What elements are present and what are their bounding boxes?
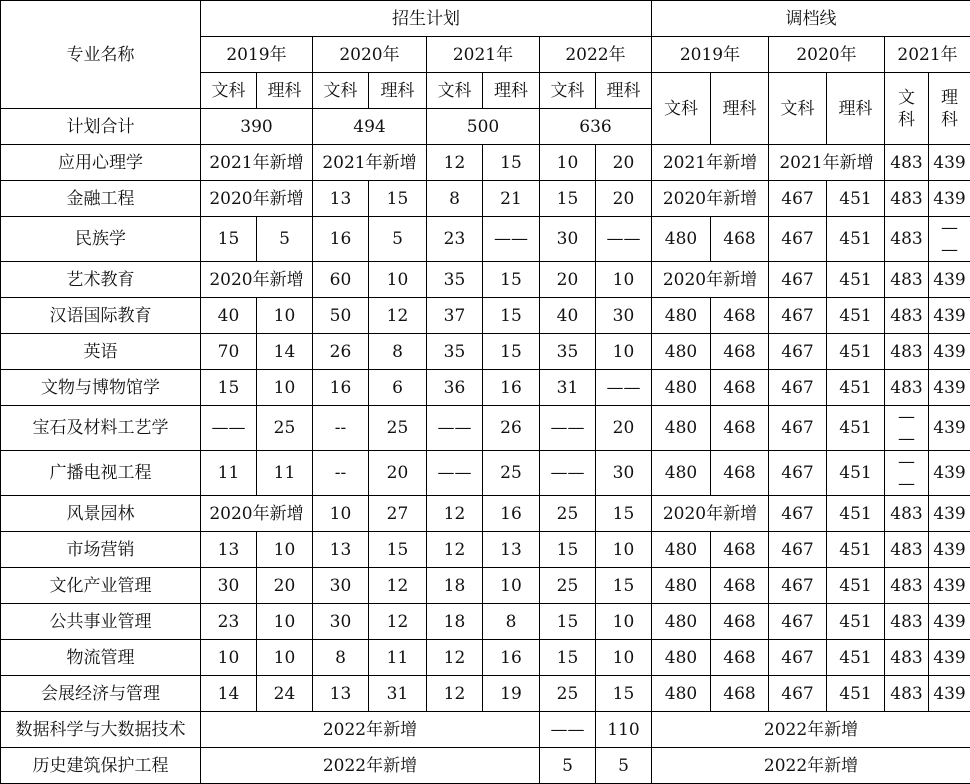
cutoff-cell: 480 — [652, 532, 711, 568]
plan-cell: 23 — [201, 604, 257, 640]
cutoff-cell: 467 — [769, 262, 827, 298]
plan-cell: 15 — [596, 676, 652, 712]
plan-cell: 12 — [427, 496, 483, 532]
plan-cell-merged: 2021年新增 — [201, 145, 313, 181]
plan-cell: 10 — [596, 640, 652, 676]
cutoff-cell: 439 — [929, 370, 970, 406]
plan-cell: 25 — [540, 676, 596, 712]
arts-header: 文科 — [540, 73, 596, 109]
total-label: 计划合计 — [1, 109, 201, 145]
plan-cell: 12 — [427, 640, 483, 676]
cutoff-cell: 468 — [711, 406, 769, 451]
cutoff-cell: 439 — [929, 451, 970, 496]
plan-cell: 37 — [427, 298, 483, 334]
plan-cell-merged: 2020年新增 — [201, 496, 313, 532]
plan-cell: 11 — [369, 640, 427, 676]
plan-cell: 16 — [483, 370, 540, 406]
cutoff-cell: 468 — [711, 298, 769, 334]
cutoff-cell: 451 — [827, 370, 885, 406]
major-name-header: 专业名称 — [1, 1, 201, 109]
plan-cell: —— — [596, 370, 652, 406]
cutoff-cell: 467 — [769, 640, 827, 676]
major-name-cell: 文物与博物馆学 — [1, 370, 201, 406]
plan-cell: 13 — [483, 532, 540, 568]
plan-cell: 10 — [257, 298, 313, 334]
cutoff-cell: 483 — [885, 568, 929, 604]
plan-cell: 25 — [483, 451, 540, 496]
cutoff-cell: 467 — [769, 496, 827, 532]
major-name-cell: 会展经济与管理 — [1, 676, 201, 712]
cutoff-year-header: 2020年 — [769, 37, 885, 73]
cutoff-cell: 467 — [769, 217, 827, 262]
science-header: 理科 — [827, 73, 885, 145]
arts-header: 文科 — [427, 73, 483, 109]
plan-cell: 26 — [313, 334, 369, 370]
plan-cell: 30 — [201, 568, 257, 604]
cutoff-cell: 480 — [652, 640, 711, 676]
plan-cell: 14 — [201, 676, 257, 712]
plan-cell: 10 — [483, 568, 540, 604]
plan-cell: 30 — [313, 568, 369, 604]
plan-cell: 13 — [313, 181, 369, 217]
plan-cell: 15 — [369, 532, 427, 568]
plan-cell: —— — [540, 451, 596, 496]
plan-cell: —— — [427, 451, 483, 496]
plan-cell: 15 — [201, 370, 257, 406]
plan-cell: 15 — [483, 298, 540, 334]
arts-header-vertical — [885, 73, 929, 145]
plan-cell: 10 — [257, 370, 313, 406]
cutoff-cell: 451 — [827, 568, 885, 604]
plan-cell: 30 — [596, 451, 652, 496]
plan-cell: 12 — [427, 676, 483, 712]
cutoff-cell: 451 — [827, 676, 885, 712]
cutoff-cell-merged: 2021年新增 — [652, 145, 769, 181]
table-row — [1, 451, 970, 496]
science-header-text: 理 科 — [941, 88, 958, 130]
plan-cell: 8 — [483, 604, 540, 640]
plan-cell: 13 — [313, 532, 369, 568]
table-row-new-major — [1, 712, 970, 748]
cutoff-cell: 467 — [769, 451, 827, 496]
table-row — [1, 496, 970, 532]
plan-year-header: 2019年 — [201, 37, 313, 73]
cutoff-cell: 468 — [711, 532, 769, 568]
major-name-cell: 金融工程 — [1, 181, 201, 217]
cutoff-cell: 483 — [885, 145, 929, 181]
plan-cell: 50 — [313, 298, 369, 334]
cutoff-cell: — — — [885, 406, 929, 451]
major-name-cell: 艺术教育 — [1, 262, 201, 298]
cutoff-cell: 451 — [827, 451, 885, 496]
cutoff-cell: 468 — [711, 334, 769, 370]
plan-cell: 21 — [483, 181, 540, 217]
cutoff-cell: 483 — [885, 640, 929, 676]
plan-cell: 12 — [427, 532, 483, 568]
cutoff-cell: 483 — [885, 298, 929, 334]
plan-cell: 31 — [540, 370, 596, 406]
cutoff-cell: 439 — [929, 640, 970, 676]
cutoff-cell: 483 — [885, 532, 929, 568]
cutoff-cell: 451 — [827, 604, 885, 640]
table-row — [1, 568, 970, 604]
cutoff-cell-merged: 2021年新增 — [769, 145, 885, 181]
table-row — [1, 298, 970, 334]
cutoff-cell: 483 — [885, 676, 929, 712]
cutoff-cell: 480 — [652, 370, 711, 406]
plan-cell: 30 — [313, 604, 369, 640]
plan-cell: 10 — [596, 532, 652, 568]
arts-header-text: 文 科 — [898, 88, 915, 130]
plan-cell: 70 — [201, 334, 257, 370]
table-row — [1, 640, 970, 676]
cutoff-cell-merged: 2020年新增 — [652, 181, 769, 217]
cutoff-year-header: 2019年 — [652, 37, 769, 73]
plan-cell: 31 — [369, 676, 427, 712]
plan-cell: 19 — [483, 676, 540, 712]
total-value: 390 — [201, 109, 313, 145]
cutoff-cell: 468 — [711, 451, 769, 496]
major-name-cell: 汉语国际教育 — [1, 298, 201, 334]
cutoff-year-header: 2021年 — [885, 37, 970, 73]
cutoff-cell: 483 — [885, 370, 929, 406]
cutoff-cell: 467 — [769, 181, 827, 217]
science-header: 理科 — [483, 73, 540, 109]
plan-cell: 20 — [257, 568, 313, 604]
plan-cell: 10 — [369, 262, 427, 298]
plan-cell: 12 — [369, 298, 427, 334]
plan-cell-merged: 2020年新增 — [201, 181, 313, 217]
plan-cell: 12 — [427, 145, 483, 181]
cutoff-cell: 480 — [652, 334, 711, 370]
major-name-cell: 公共事业管理 — [1, 604, 201, 640]
plan-cell: 40 — [540, 298, 596, 334]
cutoff-cell: 451 — [827, 496, 885, 532]
cutoff-cell: 439 — [929, 262, 970, 298]
cutoff-cell: 480 — [652, 406, 711, 451]
plan-cell: 15 — [369, 181, 427, 217]
cutoff-cell: 439 — [929, 406, 970, 451]
cutoff-cell: 467 — [769, 568, 827, 604]
plan-year-header: 2021年 — [427, 37, 540, 73]
table-row — [1, 406, 970, 451]
plan-cell: 26 — [483, 406, 540, 451]
cutoff-note-cell: 2022年新增 — [652, 748, 970, 784]
plan-cell: 15 — [540, 181, 596, 217]
plan-cell: 10 — [540, 145, 596, 181]
cutoff-cell: 483 — [885, 496, 929, 532]
cutoff-cell: 480 — [652, 676, 711, 712]
plan-cell: 16 — [483, 640, 540, 676]
cutoff-cell: 451 — [827, 217, 885, 262]
cutoff-cell: 451 — [827, 640, 885, 676]
plan-cell: 36 — [427, 370, 483, 406]
science-header: 理科 — [596, 73, 652, 109]
plan-cell: —— — [540, 406, 596, 451]
plan-cell: 10 — [257, 604, 313, 640]
cutoff-note-cell: 2022年新增 — [652, 712, 970, 748]
cutoff-cell: 451 — [827, 298, 885, 334]
cutoff-cell: 468 — [711, 640, 769, 676]
plan-cell: 40 — [201, 298, 257, 334]
header-row-1 — [1, 1, 970, 37]
plan-cell: 6 — [369, 370, 427, 406]
plan-cell: 10 — [313, 496, 369, 532]
plan-cell: 10 — [257, 532, 313, 568]
plan-cell-merged: 2021年新增 — [313, 145, 427, 181]
cutoff-cell-merged: 2020年新增 — [652, 262, 769, 298]
cutoff-cell: 451 — [827, 262, 885, 298]
plan-cell: 25 — [540, 496, 596, 532]
table-row — [1, 370, 970, 406]
cutoff-cell: 483 — [885, 217, 929, 262]
plan-cell: —— — [201, 406, 257, 451]
total-value: 500 — [427, 109, 540, 145]
plan-cell: 15 — [483, 145, 540, 181]
plan-cell: 20 — [369, 451, 427, 496]
plan-cell: 13 — [313, 676, 369, 712]
plan-cell: 5 — [540, 748, 596, 784]
plan-cell: 15 — [540, 640, 596, 676]
major-name-cell: 物流管理 — [1, 640, 201, 676]
plan-cell: 5 — [596, 748, 652, 784]
plan-cell: 15 — [483, 334, 540, 370]
plan-cell: 23 — [427, 217, 483, 262]
plan-cell: 35 — [540, 334, 596, 370]
plan-cell: —— — [596, 217, 652, 262]
cutoff-cell: 439 — [929, 298, 970, 334]
cutoff-cell: 439 — [929, 334, 970, 370]
table-row — [1, 334, 970, 370]
plan-cell: 15 — [540, 532, 596, 568]
cutoff-cell: 439 — [929, 145, 970, 181]
plan-header: 招生计划 — [201, 1, 652, 37]
plan-cell: 8 — [313, 640, 369, 676]
plan-note-cell: 2022年新增 — [201, 748, 540, 784]
science-header-vertical — [929, 73, 970, 145]
table-row — [1, 604, 970, 640]
plan-cell: 13 — [201, 532, 257, 568]
total-value: 494 — [313, 109, 427, 145]
plan-cell: 15 — [596, 496, 652, 532]
cutoff-cell: 451 — [827, 532, 885, 568]
plan-cell: 5 — [257, 217, 313, 262]
arts-header: 文科 — [313, 73, 369, 109]
cutoff-cell: 480 — [652, 217, 711, 262]
plan-cell: 15 — [201, 217, 257, 262]
table-row-new-major — [1, 748, 970, 784]
science-header: 理科 — [257, 73, 313, 109]
plan-cell: 10 — [257, 640, 313, 676]
table-row — [1, 181, 970, 217]
major-name-cell: 广播电视工程 — [1, 451, 201, 496]
cutoff-cell: 467 — [769, 406, 827, 451]
plan-cell: 10 — [201, 640, 257, 676]
cutoff-cell: 480 — [652, 451, 711, 496]
plan-cell: -- — [313, 451, 369, 496]
plan-cell: -- — [313, 406, 369, 451]
major-name-cell: 民族学 — [1, 217, 201, 262]
plan-cell: 18 — [427, 604, 483, 640]
plan-cell: 27 — [369, 496, 427, 532]
plan-cell: 15 — [483, 262, 540, 298]
table-row — [1, 676, 970, 712]
plan-cell: 60 — [313, 262, 369, 298]
cutoff-cell: 468 — [711, 604, 769, 640]
plan-cell: 12 — [369, 568, 427, 604]
plan-cell: —— — [427, 406, 483, 451]
plan-cell: 14 — [257, 334, 313, 370]
major-name-cell: 市场营销 — [1, 532, 201, 568]
plan-cell: 15 — [596, 568, 652, 604]
cutoff-cell: 439 — [929, 568, 970, 604]
plan-cell: 25 — [540, 568, 596, 604]
cutoff-header: 调档线 — [652, 1, 970, 37]
major-name-cell: 文化产业管理 — [1, 568, 201, 604]
cutoff-cell: 439 — [929, 181, 970, 217]
plan-cell: 20 — [596, 406, 652, 451]
cutoff-cell: 468 — [711, 568, 769, 604]
cutoff-cell: 451 — [827, 181, 885, 217]
cutoff-cell: 439 — [929, 532, 970, 568]
cutoff-cell: 483 — [885, 334, 929, 370]
cutoff-cell: 467 — [769, 604, 827, 640]
plan-cell: 8 — [369, 334, 427, 370]
plan-year-header: 2022年 — [540, 37, 652, 73]
cutoff-cell: 439 — [929, 496, 970, 532]
plan-cell: 5 — [369, 217, 427, 262]
cutoff-cell: 439 — [929, 604, 970, 640]
plan-cell: 24 — [257, 676, 313, 712]
cutoff-cell: 451 — [827, 406, 885, 451]
plan-cell: 16 — [483, 496, 540, 532]
plan-cell: 16 — [313, 217, 369, 262]
cutoff-cell: 467 — [769, 370, 827, 406]
cutoff-cell: 467 — [769, 676, 827, 712]
cutoff-cell: 467 — [769, 334, 827, 370]
science-header: 理科 — [369, 73, 427, 109]
arts-header: 文科 — [769, 73, 827, 145]
plan-cell: 11 — [201, 451, 257, 496]
cutoff-cell: 480 — [652, 568, 711, 604]
table-row — [1, 532, 970, 568]
cutoff-cell: 483 — [885, 181, 929, 217]
plan-cell: 8 — [427, 181, 483, 217]
plan-cell: 25 — [369, 406, 427, 451]
cutoff-cell: 483 — [885, 262, 929, 298]
table-row — [1, 262, 970, 298]
cutoff-cell: 468 — [711, 217, 769, 262]
cutoff-cell-merged: 2020年新增 — [652, 496, 769, 532]
plan-cell: 35 — [427, 262, 483, 298]
cutoff-cell: 483 — [885, 604, 929, 640]
cutoff-cell: 480 — [652, 604, 711, 640]
plan-cell: 12 — [369, 604, 427, 640]
plan-cell: 20 — [596, 181, 652, 217]
major-name-cell: 英语 — [1, 334, 201, 370]
major-name-cell: 风景园林 — [1, 496, 201, 532]
plan-cell: 20 — [540, 262, 596, 298]
plan-cell: 25 — [257, 406, 313, 451]
plan-cell: 30 — [596, 298, 652, 334]
major-name-cell: 数据科学与大数据技术 — [1, 712, 201, 748]
plan-cell: —— — [540, 712, 596, 748]
arts-header: 文科 — [201, 73, 257, 109]
cutoff-cell: 480 — [652, 298, 711, 334]
plan-cell: 110 — [596, 712, 652, 748]
total-value: 636 — [540, 109, 652, 145]
plan-cell: —— — [483, 217, 540, 262]
plan-cell: 35 — [427, 334, 483, 370]
plan-cell: 30 — [540, 217, 596, 262]
plan-cell: 16 — [313, 370, 369, 406]
cutoff-cell: 468 — [711, 370, 769, 406]
plan-cell: 20 — [596, 145, 652, 181]
table-row — [1, 217, 970, 262]
cutoff-cell: 468 — [711, 676, 769, 712]
cutoff-cell: 439 — [929, 676, 970, 712]
plan-cell: 10 — [596, 604, 652, 640]
cutoff-cell: — — — [929, 217, 970, 262]
plan-cell: 10 — [596, 334, 652, 370]
table-row — [1, 145, 970, 181]
cutoff-cell: 451 — [827, 334, 885, 370]
major-name-cell: 应用心理学 — [1, 145, 201, 181]
major-name-cell: 历史建筑保护工程 — [1, 748, 201, 784]
plan-cell: 15 — [540, 604, 596, 640]
plan-cell: 10 — [596, 262, 652, 298]
plan-cell-merged: 2020年新增 — [201, 262, 313, 298]
cutoff-cell: 467 — [769, 532, 827, 568]
cutoff-cell: — — — [885, 451, 929, 496]
cutoff-cell: 467 — [769, 298, 827, 334]
plan-note-cell: 2022年新增 — [201, 712, 540, 748]
plan-cell: 11 — [257, 451, 313, 496]
science-header: 理科 — [711, 73, 769, 145]
plan-year-header: 2020年 — [313, 37, 427, 73]
arts-header: 文科 — [652, 73, 711, 145]
major-name-cell: 宝石及材料工艺学 — [1, 406, 201, 451]
plan-cell: 18 — [427, 568, 483, 604]
